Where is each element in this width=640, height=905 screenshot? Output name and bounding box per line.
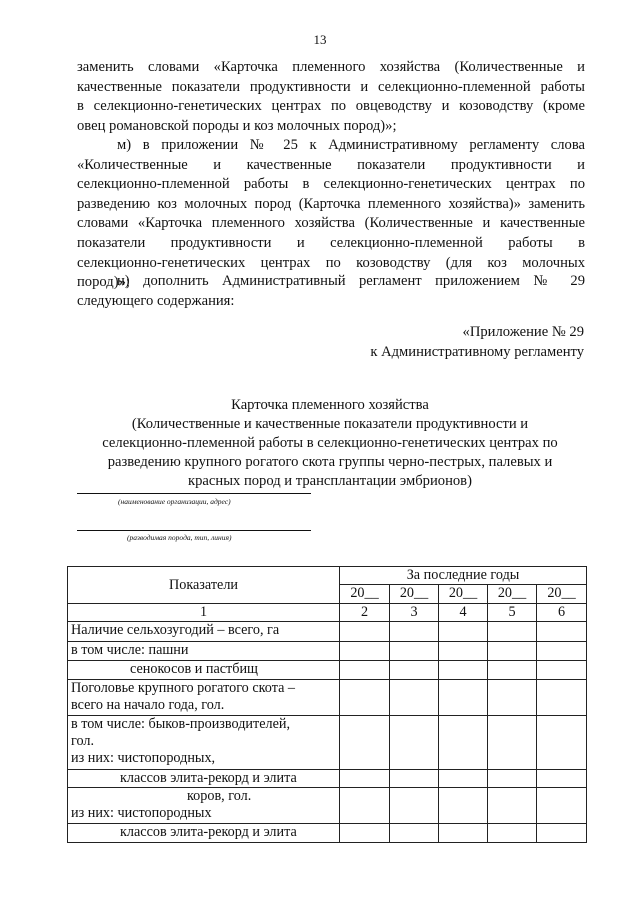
col-number: 5: [488, 604, 537, 622]
org-caption: (наименование организации, адрес): [118, 497, 231, 506]
header-indicators: Показатели: [68, 567, 340, 604]
table-cell: [439, 622, 488, 642]
row-label-line: Поголовье крупного рогатого скота –: [71, 680, 296, 696]
table-cell: [390, 661, 439, 680]
card-title: [60, 396, 600, 491]
row-label-line: в том числе: быков-производителей,: [71, 716, 291, 732]
row-label: [68, 680, 340, 716]
text-line: следующего содержания:: [77, 292, 235, 309]
table-cell: [439, 824, 488, 843]
text-line: показатели продуктивности и селекционно-племенной работы в: [77, 234, 585, 251]
text-line: «Количественные и качественные показатели продуктивности и: [77, 156, 585, 173]
table-cell: [390, 716, 439, 770]
breed-caption: (разводимая порода, тип, линия): [127, 533, 232, 542]
row-label: в том числе: пашни: [68, 642, 340, 661]
table-cell: [537, 770, 587, 788]
table-cell: [488, 824, 537, 843]
indicators-table: [67, 566, 587, 843]
row-label-line: гол.: [71, 733, 94, 749]
year-label: 20__: [439, 585, 488, 604]
paragraph-l-continuation: [77, 58, 585, 136]
text-line: заменить словами «Карточка племенного хозяйства (Количественные и: [77, 59, 585, 75]
table-cell: [390, 770, 439, 788]
table-cell: [439, 680, 488, 716]
table-cell: [340, 622, 390, 642]
table-cell: [340, 680, 390, 716]
table-cell: [390, 824, 439, 843]
col-number: 6: [537, 604, 587, 622]
table-cell: [390, 642, 439, 661]
table-cell: [537, 622, 587, 642]
table-cell: [439, 716, 488, 770]
table-cell: [488, 788, 537, 824]
text-line: овец романовской породы и коз молочных пород)»;: [77, 117, 397, 134]
table-cell: [340, 824, 390, 843]
table-row: [68, 642, 587, 661]
table-row: [68, 788, 587, 824]
table-cell: [439, 642, 488, 661]
table-cell: [488, 622, 537, 642]
table-row: [68, 770, 587, 788]
text-line: пород)»;: [77, 274, 130, 291]
card-title-line: (Количественные и качественные показатели продуктивности и: [131, 416, 529, 432]
row-label-line: всего на начало года, гол.: [71, 697, 225, 713]
table-cell: [537, 661, 587, 680]
table-cell: [537, 642, 587, 661]
appendix-number: «Приложение № 29: [462, 324, 584, 340]
card-title-line: разведению крупного рогатого скота группы черно-пестрых, палевых и: [107, 454, 553, 470]
row-label: [68, 788, 340, 824]
text-line: словами «Карточка племенного хозяйства (Количественные и качественные: [77, 215, 585, 232]
row-label: классов элита-рекорд и элита: [68, 770, 340, 788]
text-line: в селекционно-генетических центрах по овцеводству и козоводству (кроме: [77, 98, 585, 115]
text-line: качественные показатели продуктивности и селекционно-племенной работы: [77, 78, 585, 95]
page-number: 13: [313, 32, 327, 47]
table-cell: [488, 661, 537, 680]
header-years: За последние годы: [340, 567, 587, 585]
table-cell: [340, 770, 390, 788]
year-label: 20__: [488, 585, 537, 604]
year-label: 20__: [340, 585, 390, 604]
text-line: н) дополнить Административный регламент приложением № 29: [117, 273, 585, 289]
table-cell: [340, 642, 390, 661]
table-cell: [488, 680, 537, 716]
row-label-line: из них: чистопородных: [71, 805, 212, 821]
row-label: Наличие сельхозугодий – всего, га: [68, 622, 340, 642]
table-row: [68, 622, 587, 642]
row-label: классов элита-рекорд и элита: [68, 824, 340, 843]
table-cell: [390, 680, 439, 716]
col-number: 3: [390, 604, 439, 622]
col-number: 4: [439, 604, 488, 622]
table-cell: [537, 716, 587, 770]
table-cell: [340, 716, 390, 770]
card-title-line: селекционно-племенной работы в селекционно-генетических центрах по: [102, 435, 558, 451]
text-line: разведению коз молочных пород (Карточка племенного хозяйства)» заменить: [77, 195, 585, 212]
year-label: 20__: [390, 585, 439, 604]
text-line: селекционно-племенной работы в селекционно-генетических центрах по: [77, 176, 585, 193]
col-number: 1: [68, 604, 340, 622]
card-title-line: красных пород и трансплантации эмбрионов): [188, 473, 472, 489]
paragraph-n: [77, 272, 585, 311]
table-cell: [488, 770, 537, 788]
table-cell: [390, 788, 439, 824]
table-row: [68, 604, 587, 622]
table-cell: [340, 661, 390, 680]
table-cell: [340, 788, 390, 824]
table-cell: [439, 770, 488, 788]
row-label: сенокосов и пастбищ: [68, 661, 340, 680]
table-cell: [537, 824, 587, 843]
table-cell: [390, 622, 439, 642]
table-cell: [439, 788, 488, 824]
text-line: м) в приложении № 25 к Административному регламенту слова: [117, 137, 585, 153]
paragraph-m: [77, 136, 585, 293]
table-row: [68, 824, 587, 843]
col-number: 2: [340, 604, 390, 622]
text-line: селекционно-генетических центрах по козоводству (для коз молочных: [77, 254, 585, 271]
table-row: [68, 680, 587, 716]
table-row: [68, 661, 587, 680]
row-label-line: коров, гол.: [187, 788, 252, 804]
row-label: [68, 716, 340, 770]
table-cell: [537, 680, 587, 716]
appendix-heading: [370, 322, 584, 362]
row-label-line: из них: чистопородных,: [71, 750, 216, 766]
table-cell: [488, 642, 537, 661]
table-cell: [488, 716, 537, 770]
year-label: 20__: [537, 585, 587, 604]
table-cell: [439, 661, 488, 680]
breed-fill-line: [77, 530, 311, 531]
appendix-reference: к Административному регламенту: [370, 344, 584, 360]
org-fill-line: [77, 493, 311, 494]
table-row: [68, 716, 587, 770]
card-title-line: Карточка племенного хозяйства: [231, 397, 429, 413]
table-cell: [537, 788, 587, 824]
